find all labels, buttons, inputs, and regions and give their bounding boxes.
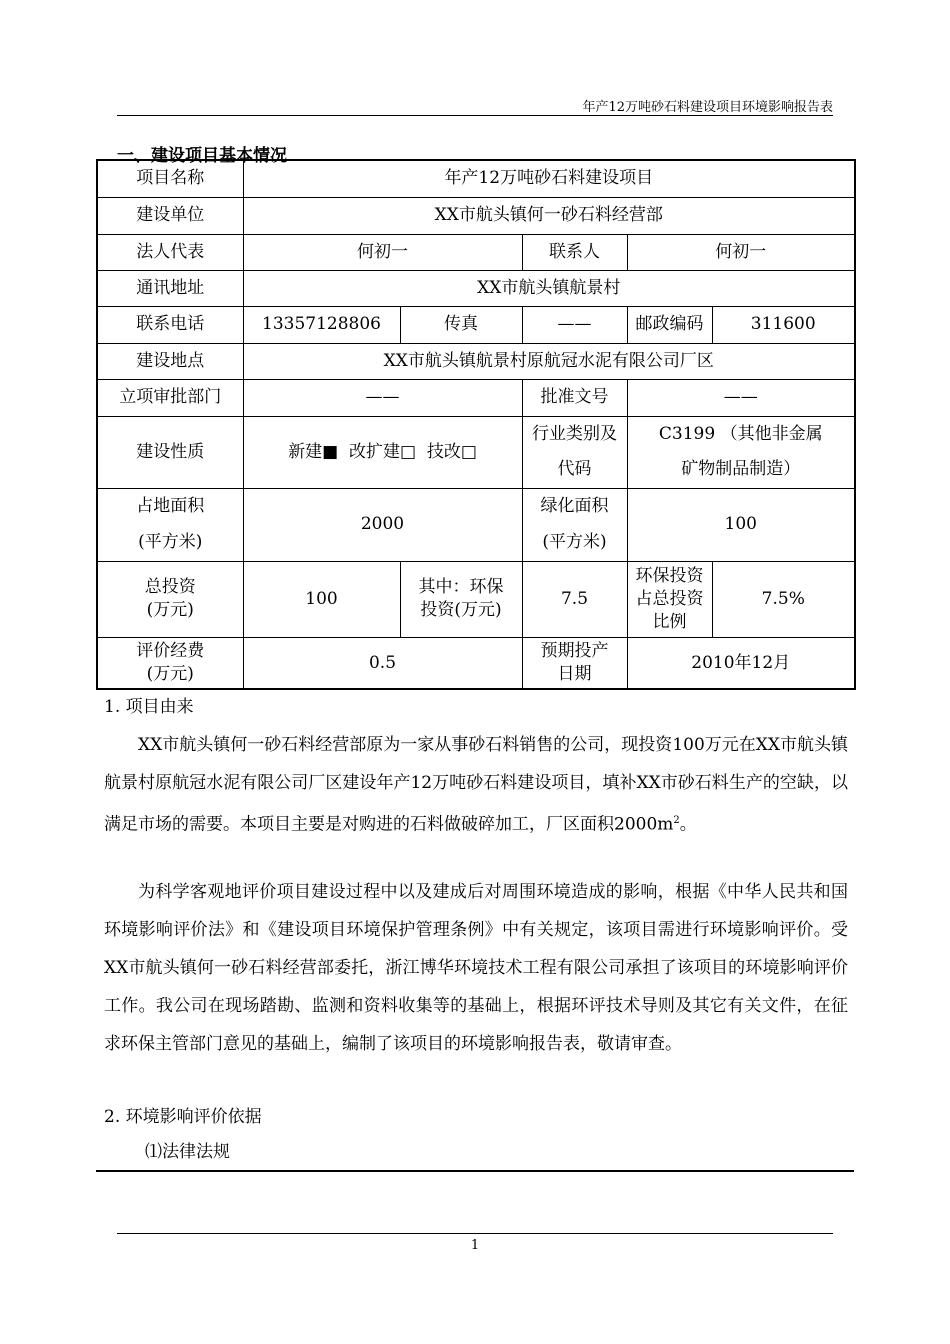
paragraph-evaluation-basis: 为科学客观地评价项目建设过程中以及建成后对周围环境造成的影响，根据《中华人民共和国环境影响评价法》和《建设项目环境保护管理条例》中有关规定，该项目需进行环境影响评价。受XX市航头镇何一砂石料经营部委托，浙江博华环境技术工程有限公司承担了该项目的环境影响评价工作。我公司在现场踏勘、监测和资料收集等的基础上，根据环评技术导则及其它有关文件，在征求环保主管部门意见的基础上，编制了该项目的环境影响报告表，敬请审查。 (104, 882, 848, 1054)
paragraph-end: 。 (679, 814, 697, 835)
table-row (97, 416, 855, 488)
content-bottom-rule (96, 1170, 854, 1172)
phone-value: 13357128806 (243, 306, 400, 343)
subheading-laws: ⑴法律法规 (145, 1142, 230, 1162)
green-area-value: 100 (627, 488, 855, 561)
land-area-label-line1: 占地面积 (136, 496, 205, 517)
paragraph-project-origin-text: XX市航头镇何一砂石料经营部原为一家从事砂石料销售的公司，现投资100万元在XX市航头镇航景村原航冠水泥有限公司厂区建设年产12万吨砂石料建设项目，填补XX市砂石料生产的空缺，以满足市场的需要。本项目主要是对购进的石料做破碎加工，厂区面积2000m (104, 735, 848, 835)
nature-expand-label: 改扩建 (348, 441, 400, 462)
env-ratio-label (627, 561, 712, 637)
table-row (97, 197, 855, 234)
project-info-table (96, 159, 856, 690)
postcode-value: 311600 (712, 306, 855, 343)
industry-value (627, 416, 855, 488)
site-value: XX市航头镇航景村原航冠水泥有限公司厂区 (243, 343, 855, 379)
superscript: 2 (673, 815, 680, 826)
paragraph-project-origin (104, 726, 848, 844)
start-date-label (522, 637, 627, 689)
start-date-value: 2010年12月 (627, 637, 855, 689)
contact-label: 联系人 (522, 234, 627, 270)
phone-label: 联系电话 (97, 306, 243, 343)
table-row (97, 488, 855, 561)
heading-project-origin: 1. 项目由来 (104, 697, 194, 717)
approval-dept-value: —— (243, 379, 522, 416)
industry-label-line2: 代码 (557, 459, 592, 480)
header-rule (117, 115, 833, 116)
eval-fee-label-line2: (万元) (146, 664, 194, 685)
nature-label: 建设性质 (97, 416, 243, 488)
address-value: XX市航头镇航景村 (243, 270, 855, 306)
table-row (97, 343, 855, 379)
land-area-label-line2: (平方米) (138, 531, 203, 552)
fax-value: —— (522, 306, 627, 343)
approval-dept-label: 立项审批部门 (97, 379, 243, 416)
eval-fee-label (97, 637, 243, 689)
table-row (97, 379, 855, 416)
unit-value: XX市航头镇何一砂石料经营部 (243, 197, 855, 234)
env-investment-label-line2: 投资(万元) (420, 600, 502, 621)
approval-no-value: —— (627, 379, 855, 416)
contact-value: 何初一 (627, 234, 855, 270)
project-name-label: 项目名称 (97, 160, 243, 197)
green-area-label-line2: (平方米) (542, 531, 607, 552)
start-date-label-line2: 日期 (557, 664, 592, 685)
total-investment-label-line2: (万元) (146, 600, 194, 621)
green-area-label-line1: 绿化面积 (540, 496, 609, 517)
land-area-label (97, 488, 243, 561)
table-row (97, 160, 855, 197)
industry-value-line2: 矿物制品制造） (681, 459, 801, 480)
heading-eval-basis: 2. 环境影响评价依据 (104, 1107, 262, 1127)
industry-value-line1: C3199 （其他非金属 (658, 423, 823, 444)
table-row (97, 234, 855, 270)
start-date-label-line1: 预期投产 (540, 641, 609, 662)
nature-new-label: 新建 (288, 441, 323, 462)
nature-tech-label: 技改 (426, 441, 461, 462)
project-name-value: 年产12万吨砂石料建设项目 (243, 160, 855, 197)
env-investment-value: 7.5 (522, 561, 627, 637)
green-area-label (522, 488, 627, 561)
fax-label: 传真 (400, 306, 522, 343)
nature-new-checkbox: ■ (322, 441, 339, 462)
nature-tech-checkbox: □ (460, 441, 477, 462)
land-area-value: 2000 (243, 488, 522, 561)
postcode-label: 邮政编码 (627, 306, 712, 343)
page-header-title: 年产12万吨砂石料建设项目环境影响报告表 (582, 100, 833, 115)
total-investment-label (97, 561, 243, 637)
eval-fee-value: 0.5 (243, 637, 522, 689)
approval-no-label: 批准文号 (522, 379, 627, 416)
env-ratio-label-line3: 比例 (652, 611, 687, 632)
page-number: 1 (470, 1238, 480, 1253)
table-row (97, 270, 855, 306)
address-label: 通讯地址 (97, 270, 243, 306)
env-ratio-label-line2: 占总投资 (635, 588, 704, 609)
footer-rule (117, 1233, 833, 1234)
nature-value (243, 416, 522, 488)
env-investment-label-line1: 其中：环保 (418, 577, 504, 598)
table-row (97, 306, 855, 343)
table-row (97, 637, 855, 689)
nature-expand-checkbox: □ (399, 441, 417, 462)
legal-rep-value: 何初一 (243, 234, 522, 270)
section-title: 一、建设项目基本情况 (117, 146, 287, 166)
industry-label-line1: 行业类别及 (532, 423, 617, 444)
env-ratio-value: 7.5% (712, 561, 855, 637)
total-investment-label-line1: 总投资 (144, 577, 196, 598)
industry-label (522, 416, 627, 488)
env-investment-label (400, 561, 522, 637)
eval-fee-label-line1: 评价经费 (136, 641, 205, 662)
site-label: 建设地点 (97, 343, 243, 379)
unit-label: 建设单位 (97, 197, 243, 234)
table-row (97, 561, 855, 637)
env-ratio-label-line1: 环保投资 (635, 565, 704, 586)
total-investment-value: 100 (243, 561, 400, 637)
legal-rep-label: 法人代表 (97, 234, 243, 270)
